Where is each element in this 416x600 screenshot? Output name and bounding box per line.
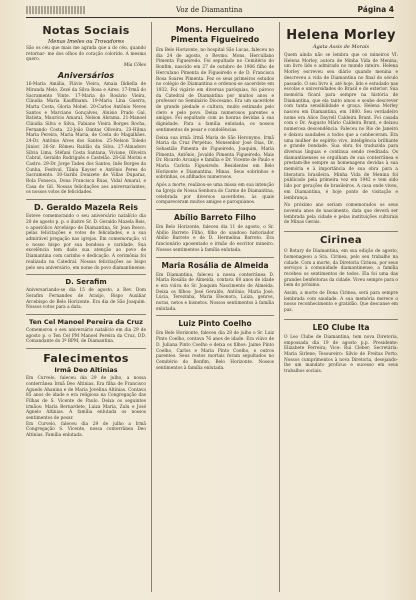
publication-name: Voz de Diamantina <box>176 6 243 14</box>
column-right <box>284 22 398 594</box>
falecimentos-subtitle: Irmã Deo Altinias <box>54 366 118 375</box>
column-left <box>26 22 146 594</box>
mons-title: Mons. Hercullano Pimenta Figueiredo <box>170 25 260 44</box>
geraldo-title: D. Geraldo Mazela Reis <box>33 203 138 213</box>
helena-text: Quem ainda não se lembra que os mineiros VI. Helena Morley, autora de Minha Vida de Menina, um livro lido e admirado no mundo inteiro. Helena Morley escreveu seu diário quando menina e descreveu a vida de Diamantina no final do século passado. O seu livro é, até hoje, lido e estudado nas escolas e universidades do Brasil e do exterior. Sua memória ficará para sempre na história de Diamantina, que ela tanto amou e soube descrever com tanta sensibilidade e graça. Helena Morley nasceu em Diamantina, em 1880. Seu verdadeiro nome era Alice Dayrell Caldeira Brant. Foi casada com o Dr. Augusto Mário Caldeira Brant, e deixou numerosa descendência. Faleceu no Rio de Janeiro e deixou saudades a todos que a conheceram. Era uma mulher de espírito vivo, inteligência brilhante e grande bondade. Sua obra foi traduzida para diversas línguas e continua sendo reeditada. Os diamantinenses se orgulham de sua conterrânea e prestam-lhe sempre as homenagens devidas à sua memória e à importância de sua obra para a literatura brasileira. Minha Vida de Menina foi publicado pela primeira vez em 1942 e tem sido lido por gerações de brasileiros. A casa onde viveu, em Diamantina, é hoje ponto de visitação e lembrança. <box>284 53 398 201</box>
mons-text: Em Belo Horizonte, no hospital São Lucas, faleceu no dia 24 de agosto, o Revmo. Mons. Hercullano Pimenta Figueiredo. Foi sepultado no Cemitério do Bonfim, nascido em 27 de outubro de 1906 filho de Herculano Pimenta de Figueiredo e de D. Francisca Rosa Soares Pimenta. Fez os seus primeiros estudos no colégio de Diamantina e ordenou-se sacerdote em 1932. Foi vigário em diversas paróquias, foi pároco da Catedral de Diamantina por muitos anos e professor no Seminário Diocesano. Era um sacerdote de grande piedade e cultura, muito estimado pelo clero e pelo povo. Deixa numerosos parentes e amigos. Foi sepultado com as honras devidas à sua dignidade. Para a família enlutada, os nossos sentimentos de pesar e condolências. <box>156 48 274 133</box>
page-header <box>26 4 394 17</box>
column-middle <box>156 22 274 594</box>
falecimentos-title: Falecimentos <box>43 352 129 366</box>
masthead-logo <box>26 6 90 16</box>
mons-text-2: Deixa sua irmã: Irmã Maria de São Heronymo, Irmã Maria da Cruz Perpétuo, Monsenhor José Dias, Dr. Sebastião Pimenta de Figueiredo, Joaquim, Maria Pimenta, Antônio, Jovaldo Pimenta Figueiredo. Mais Dr. Ricardo Arcanjo e família e Dr. Vicente de Paulo e Maria Carlota Figueiredo. Residentes em Belo Horizonte e Diamantina, Minas. Seus sobrinhos e sobrinhas, os afilhados numerosos. <box>156 135 274 181</box>
notas-sociais-title: Notas Sociais <box>42 24 130 37</box>
header-rule <box>26 17 394 18</box>
page-number: Página 4 <box>357 5 394 14</box>
leo-title: LEO Clube Ita <box>312 322 370 332</box>
helena-text-2: No próximo ano seriam comemorados os seus noventa anos de nascimento, data que deverá ser lembrada pela cidade e pelas instituições culturais de Minas Gerais. <box>284 203 398 226</box>
cirinea-text: O Rotary de Diamantina, em sua edição de agosto, homenageou a Sra. Cirinea, pelo seu trabalho na cidade. Com a morte, da Diretoria Cirinea, por seus serviços à comunidade diamantinense, a família recebeu os sentimentos de todos. Ela foi uma das grandes benfeitoras da cidade. Viveu sempre para o bem do próximo. <box>284 249 398 289</box>
falecimentos-text-2: Em Curvelo, faleceu dia 29 de julho a Irmã Congregação S. Vicente, nossa conterrânea Deo Altinias. Família enlutada. <box>26 421 146 439</box>
abilio-text: Em Belo Horizonte, faleceu dia 11 de agosto, o Sr. Abílio Barreto Filho, filho do saudoso historiador Abílio Barreto e de D. Hermelina Barreto. Era funcionário aposentado e irmão do escritor mineiro. Nossos sentimentos à família enlutada. <box>156 224 274 253</box>
tenente-text: Comemorou o seu aniversário natalício em dia 29 de agosto p. o Ten Cel PM Manoel Pereira da Cruz, DD. Comandante do 3º BPM, de Diamantina. <box>26 328 146 345</box>
aniversarios-text: 16-Maria Amália, Flávio Vieira, Amaia Ilidiella de Miranda Melo, Zezé da Silva Rosa e Aires. 17-Irmã do Sacramento Vinte. 17-Maria do Rosário Vieira, Cláudia Maria Kauffmann. 19-Maria Lina Guerra, Marta Costa, Gloria Mobel. 20-Carlos Antônio Neves Santos e Marciano Gonçalves, Aluísio Prado Gal. Batista, Maurício Amaral, Nelson Abrama. 21-Manoel Cláudia Silva e Silva, Fabiano Vieira Borges Rocha, Fernando Costa. 22-João Dantas Oliveira. 23-Hilma Maria Pereira, Maria Maria, de Costa do Magalhães. 24-Dr. Antônio Alves dos Santos. 25-Nelson Toledo Júnior. 26-Sr. Rômeu Raldão da Silva. 27-Almadoro Sílvia Lima, Stéfani Costa Santana, Viviane, Oliveira Cabral, Geraldo Rodriguês e Castelão. 28-Gil Morini e Castro. 29-Dr. Jorge Tadeu dos Santos, Inês Borges da Cunha, Festival, Tânia Kayser e Antônio Peres do Sacramento. 30-Garibi Donizete de Villas Duparaz, Rola Fonseca, Dona Francisca Ruas, Vidal Amaral, e Casa do Gil. Nossas felicitações aos aniversariantes, os nossos votos de felicidades. <box>26 82 146 196</box>
helena-subtitle: Ágata Assis de Morais <box>312 44 370 50</box>
serafim-text: Aniversariando-se dia 15 de agosto, a Rev. Dom Serafim Fernandes de Araújo, Bispo Auxiliar Arcebispo de Belo Horizonte. Era dia de São Joaquim. Nossos votos para a data. <box>26 288 146 311</box>
menino-text: São os céu que mais me agrada que a do céu, quando retornar- me dos olhos do coração colorido. A mesma quero. <box>26 46 146 63</box>
geraldo-text: Esteve comemorando o seu aniversário natalício dia 20 de agosto p. p. o ilustre Sr. D. Geraldo Mazela Reis, o apostólico Arcebispo de Diamantina, Sr. Jean Bosco, pelas felicitações e votos de felicidades, e a sua admirável pregação nas igrejas. Em comemoração, vi o nosso bispo por sua bondosa e caridade. Sua excelência tem dado sua atenção ao povo de Diamantina com carinho e dedicação. A cerimônia foi realizada na Catedral. Nossas felicitações ao bispo pelo seu aniversário, em nome do povo diamantinense. <box>26 214 146 271</box>
rosalia-title: Maria Rosália de Almeida <box>161 260 269 270</box>
menino-subtitle: Menas Imeles ou Trovadores <box>47 39 125 45</box>
rosalia-text: Em Diamantina, faleceu a nossa conterrânea D. Maria Rosália de Almeida, contava 68 anos de idade e era viúva do Sr. Joaquim Nascimento de Almeida. Deixa os filhos: José Geraldo, Antônio, Maria José, Lúcia, Terezinha, Maria Eleonora, Luiza, genros, noras, netos e bisnetos. Nossos sentimentos à família enlutada. <box>156 272 274 312</box>
column-divider-2 <box>279 22 280 592</box>
luiz-title: Luiz Pinto Coelho <box>178 319 252 329</box>
serafim-title: D. Serafim <box>65 278 107 287</box>
cirinea-title: Cirinea <box>320 235 362 247</box>
abilio-title: Abílio Barreto Filho <box>173 212 257 222</box>
leo-text: O Leo Clube de Diamantina, tem nova Diretoria, empossada dia 19 de agosto p.p. Presidente: Elizabete Ferreira; Vice: Rui Cleber; Secretária: Maria Sirlene; Tesoureiro: Sílvio de Freitas Porto. Nossos cumprimentos à nova Diretoria, desejando-lhe um mandato profícuo e sucesso em seus trabalhos sociais. <box>284 334 398 375</box>
luiz-text: Em Belo Horizonte, faleceu dia 28 de julho o Sr. Luiz Pinto Coelho, contava 76 anos de idade. Era viúvo de D. Juliana Pinto Coelho e deixa os filhos: Jaime Pinto Coelho, Carlos e Maria Pinto Coelho, e outros parentes. Seus restos mortais foram sepultados no Cemitério do Bonfim, Belo Horizonte. Nossos sentimentos à família enlutada. <box>156 331 274 371</box>
helena-title: Helena Morley <box>286 28 396 43</box>
falecimentos-text: Em Curvelo, faleceu dia 29 de julho, a nossa conterrânea Irmã Deo Altinias. Era filha de Francisco Aguedo Ahanina e de Maria Jovelina Altinias. Contava 85 anos de idade e era religiosa na Congregação das Filhas de S. Vicente de Paulo. Deixa os seguintes irmãos: Maria Bernardete, Luiza Maria, Zulu e José Agnelo Altinias. À família enlutada os nossos sentimentos de pesar. <box>26 376 146 422</box>
column-divider-1 <box>151 22 152 592</box>
tenente-title: Ten Cel Manoel Pereira da Cruz <box>29 318 143 327</box>
mons-text-3: Após a morte, realizou-se uma missa em sua intenção na Igreja de Nossa Senhora do Carmo de Diamantina, celebrada por diversos sacerdotes, às quais compareceram muitos amigos e paroquianos. <box>156 183 274 206</box>
aniversarios-title: Aniversários <box>57 71 115 81</box>
cirinea-text-2: Assim, a morte de Dona Cirinea, será para sempre lembrada com saudade. A sua memória merece o nosso reconhecimento e gratidão. Que descanse em paz. <box>284 291 398 314</box>
menino-signature: Mia Côles <box>123 63 146 69</box>
